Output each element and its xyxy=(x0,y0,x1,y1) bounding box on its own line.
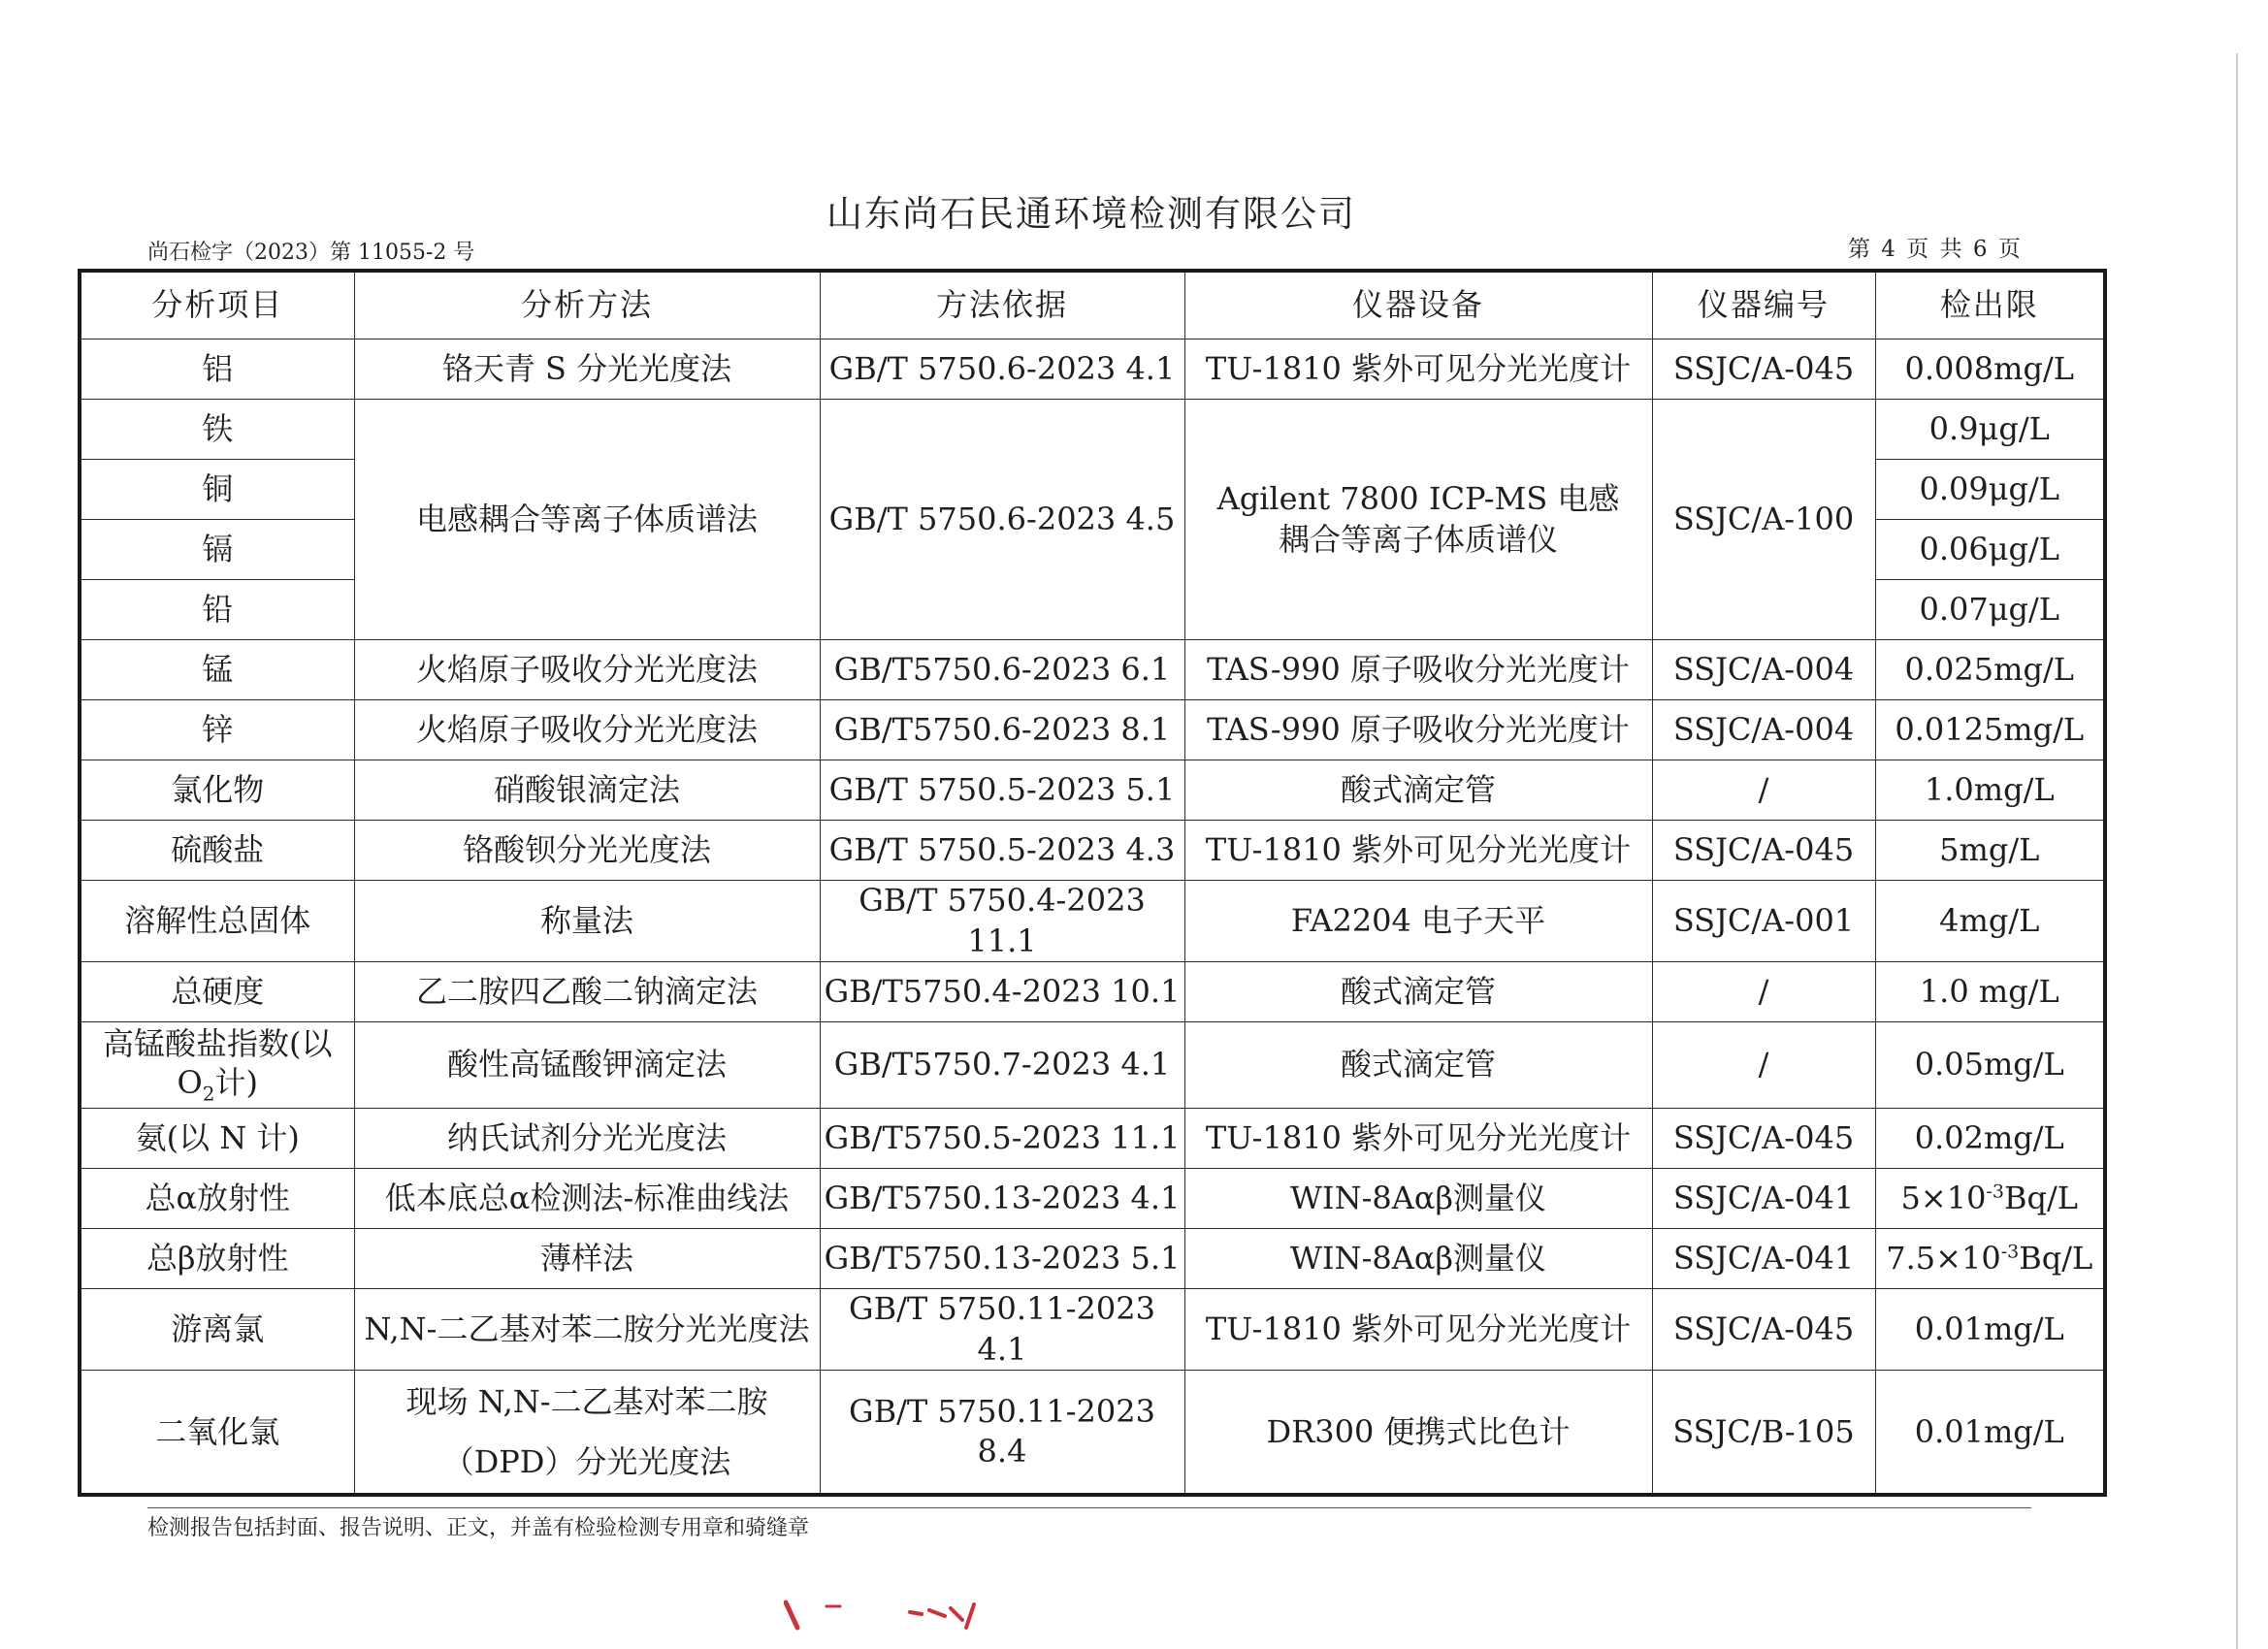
basis-cell: GB/T 5750.11-2023 8.4 xyxy=(820,1371,1184,1496)
method-cell: 铬天青 S 分光光度法 xyxy=(354,340,820,400)
table-row xyxy=(80,760,2105,821)
limit-cell: 0.0125mg/L xyxy=(1875,700,2105,760)
method-cell: 铬酸钡分光光度法 xyxy=(354,821,820,881)
limit-exponent: -3 xyxy=(1986,1180,2004,1203)
column-header: 分析方法 xyxy=(354,271,820,340)
item-cell: 游离氯 xyxy=(80,1289,354,1371)
instrument-cell: Agilent 7800 ICP-MS 电感耦合等离子体质谱仪 xyxy=(1184,400,1652,640)
instrument-cell: 酸式滴定管 xyxy=(1184,962,1652,1022)
instrument-no-cell: SSJC/A-045 xyxy=(1652,1109,1875,1169)
limit-cell xyxy=(1875,1169,2105,1229)
stamp-stroke xyxy=(910,1604,974,1628)
instrument-no-cell: SSJC/A-100 xyxy=(1652,400,1875,640)
column-header: 仪器编号 xyxy=(1652,271,1875,340)
instrument-no-cell: SSJC/A-045 xyxy=(1652,1289,1875,1371)
table-row xyxy=(80,1229,2105,1289)
instrument-cell: FA2204 电子天平 xyxy=(1184,881,1652,962)
instrument-cell: TU-1810 紫外可见分光光度计 xyxy=(1184,1289,1652,1371)
stamp-stroke xyxy=(786,1602,797,1628)
instrument-cell: WIN-8Aαβ测量仪 xyxy=(1184,1229,1652,1289)
instrument-cell: TU-1810 紫外可见分光光度计 xyxy=(1184,821,1652,881)
limit-text-part: Bq/L xyxy=(2003,1179,2078,1216)
instrument-no-cell: SSJC/B-105 xyxy=(1652,1371,1875,1496)
report-number: 尚石检字（2023）第 11055-2 号 xyxy=(147,241,475,265)
item-cell: 铅 xyxy=(80,580,354,640)
instrument-cell: TU-1810 紫外可见分光光度计 xyxy=(1184,340,1652,400)
limit-cell: 0.01mg/L xyxy=(1875,1289,2105,1371)
limit-cell: 0.025mg/L xyxy=(1875,640,2105,700)
basis-cell: GB/T 5750.6-2023 4.1 xyxy=(820,340,1184,400)
column-header: 方法依据 xyxy=(820,271,1184,340)
item-cell: 硫酸盐 xyxy=(80,821,354,881)
basis-cell: GB/T5750.6-2023 8.1 xyxy=(820,700,1184,760)
method-cell xyxy=(354,1371,820,1496)
limit-cell: 0.06μg/L xyxy=(1875,520,2105,580)
limit-text-part: 7.5×10 xyxy=(1886,1239,2001,1277)
limit-cell: 0.9μg/L xyxy=(1875,400,2105,460)
method-text-part: （DPD）分光光度法 xyxy=(442,1443,731,1481)
limit-cell xyxy=(1875,1229,2105,1289)
method-cell: 电感耦合等离子体质谱法 xyxy=(354,400,820,640)
method-cell: 薄样法 xyxy=(354,1229,820,1289)
table-row xyxy=(80,1289,2105,1371)
method-cell: 火焰原子吸收分光光度法 xyxy=(354,640,820,700)
instrument-no-cell: SSJC/A-001 xyxy=(1652,881,1875,962)
method-cell: 火焰原子吸收分光光度法 xyxy=(354,700,820,760)
limit-exponent: -3 xyxy=(2000,1241,2020,1263)
item-text-part: 高锰酸盐指数(以 xyxy=(103,1024,333,1062)
basis-cell: GB/T5750.4-2023 10.1 xyxy=(820,962,1184,1022)
column-header: 仪器设备 xyxy=(1184,271,1652,340)
method-cell: 低本底总α检测法-标准曲线法 xyxy=(354,1169,820,1229)
footer-divider xyxy=(147,1507,2031,1508)
instrument-cell: TAS-990 原子吸收分光光度计 xyxy=(1184,700,1652,760)
basis-cell: GB/T 5750.6-2023 4.5 xyxy=(820,400,1184,640)
limit-text-part: Bq/L xyxy=(2019,1239,2093,1277)
method-cell: 酸性高锰酸钾滴定法 xyxy=(354,1022,820,1109)
table-row xyxy=(80,340,2105,400)
item-cell: 总α放射性 xyxy=(80,1169,354,1229)
instrument-cell: WIN-8Aαβ测量仪 xyxy=(1184,1169,1652,1229)
item-text-part: O xyxy=(177,1063,203,1101)
instrument-cell: 酸式滴定管 xyxy=(1184,1022,1652,1109)
instrument-no-cell: SSJC/A-004 xyxy=(1652,700,1875,760)
basis-cell: GB/T 5750.11-2023 4.1 xyxy=(820,1289,1184,1371)
table-row xyxy=(80,881,2105,962)
red-stamp-fragment xyxy=(784,1599,1075,1632)
instrument-no-cell: SSJC/A-004 xyxy=(1652,640,1875,700)
item-cell xyxy=(80,1022,354,1109)
analysis-method-table xyxy=(78,269,2107,1497)
item-cell: 总硬度 xyxy=(80,962,354,1022)
limit-cell: 0.02mg/L xyxy=(1875,1109,2105,1169)
table-row xyxy=(80,640,2105,700)
instrument-cell: 酸式滴定管 xyxy=(1184,760,1652,821)
item-cell: 总β放射性 xyxy=(80,1229,354,1289)
limit-cell: 0.01mg/L xyxy=(1875,1371,2105,1496)
method-cell: 纳氏试剂分光光度法 xyxy=(354,1109,820,1169)
basis-cell: GB/T 5750.5-2023 4.3 xyxy=(820,821,1184,881)
item-cell: 氯化物 xyxy=(80,760,354,821)
method-text-part: 现场 N,N-二乙基对苯二胺 xyxy=(405,1382,768,1420)
item-cell: 锰 xyxy=(80,640,354,700)
limit-cell: 1.0 mg/L xyxy=(1875,962,2105,1022)
instrument-no-cell: SSJC/A-041 xyxy=(1652,1229,1875,1289)
method-cell: 硝酸银滴定法 xyxy=(354,760,820,821)
instrument-no-cell: SSJC/A-045 xyxy=(1652,821,1875,881)
limit-cell: 0.07μg/L xyxy=(1875,580,2105,640)
basis-cell: GB/T 5750.5-2023 5.1 xyxy=(820,760,1184,821)
limit-text-part: 5×10 xyxy=(1900,1179,1987,1216)
method-cell: 称量法 xyxy=(354,881,820,962)
item-subscript: 2 xyxy=(202,1082,215,1106)
table-row xyxy=(80,821,2105,881)
instrument-no-cell: SSJC/A-041 xyxy=(1652,1169,1875,1229)
table-row xyxy=(80,1169,2105,1229)
limit-cell: 0.09μg/L xyxy=(1875,460,2105,520)
table-row xyxy=(80,400,2105,460)
limit-cell: 5mg/L xyxy=(1875,821,2105,881)
basis-cell: GB/T5750.6-2023 6.1 xyxy=(820,640,1184,700)
item-cell: 氨(以 N 计) xyxy=(80,1109,354,1169)
instrument-no-cell: SSJC/A-045 xyxy=(1652,340,1875,400)
item-cell: 二氧化氯 xyxy=(80,1371,354,1496)
limit-cell: 0.008mg/L xyxy=(1875,340,2105,400)
item-cell: 镉 xyxy=(80,520,354,580)
basis-cell: GB/T5750.13-2023 5.1 xyxy=(820,1229,1184,1289)
table-row xyxy=(80,1109,2105,1169)
limit-cell: 4mg/L xyxy=(1875,881,2105,962)
instrument-no-cell: / xyxy=(1652,1022,1875,1109)
item-cell: 铝 xyxy=(80,340,354,400)
table-row xyxy=(80,1022,2105,1109)
column-header: 检出限 xyxy=(1875,271,2105,340)
table-row xyxy=(80,1371,2105,1496)
instrument-cell: DR300 便携式比色计 xyxy=(1184,1371,1652,1496)
limit-cell: 0.05mg/L xyxy=(1875,1022,2105,1109)
table-header-row xyxy=(80,271,2105,340)
instrument-no-cell: / xyxy=(1652,760,1875,821)
basis-cell: GB/T5750.7-2023 4.1 xyxy=(820,1022,1184,1109)
basis-cell: GB/T5750.13-2023 4.1 xyxy=(820,1169,1184,1229)
table-row xyxy=(80,700,2105,760)
company-title: 山东尚石民通环境检测有限公司 xyxy=(826,193,1356,235)
instrument-cell: TAS-990 原子吸收分光光度计 xyxy=(1184,640,1652,700)
footer-note: 检测报告包括封面、报告说明、正文，并盖有检验检测专用章和骑缝章 xyxy=(147,1516,810,1540)
basis-cell: GB/T 5750.4-2023 11.1 xyxy=(820,881,1184,962)
page-indicator: 第 4 页 共 6 页 xyxy=(1848,237,2021,262)
page-edge-line xyxy=(2236,53,2238,1649)
item-cell: 溶解性总固体 xyxy=(80,881,354,962)
table-row xyxy=(80,962,2105,1022)
instrument-no-cell: / xyxy=(1652,962,1875,1022)
column-header: 分析项目 xyxy=(80,271,354,340)
item-cell: 铜 xyxy=(80,460,354,520)
method-cell: 乙二胺四乙酸二钠滴定法 xyxy=(354,962,820,1022)
basis-cell: GB/T5750.5-2023 11.1 xyxy=(820,1109,1184,1169)
limit-cell: 1.0mg/L xyxy=(1875,760,2105,821)
item-text-part: 计) xyxy=(214,1063,258,1101)
method-cell: N,N-二乙基对苯二胺分光光度法 xyxy=(354,1289,820,1371)
instrument-cell: TU-1810 紫外可见分光光度计 xyxy=(1184,1109,1652,1169)
item-cell: 铁 xyxy=(80,400,354,460)
item-cell: 锌 xyxy=(80,700,354,760)
